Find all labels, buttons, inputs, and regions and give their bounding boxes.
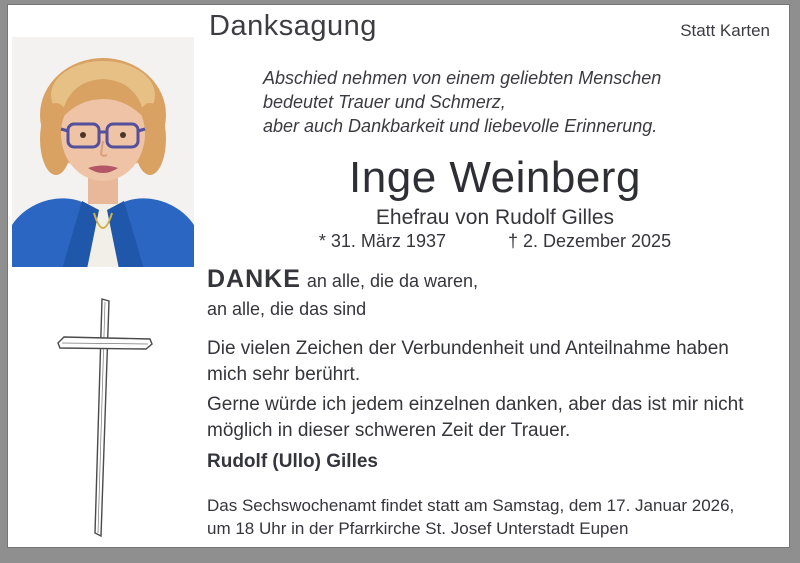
epigraph-line: Abschied nehmen von einem geliebten Menschen (263, 68, 662, 88)
death-date: † 2. Dezember 2025 (507, 231, 672, 251)
life-dates (220, 231, 770, 252)
portrait-photo (12, 37, 194, 267)
thanks-line2: an alle, die das sind (207, 299, 367, 319)
deceased-name: Inge Weinberg (349, 153, 641, 202)
thanks-rest: an alle, die da waren, (306, 271, 479, 291)
birth-date: * 31. März 1937 (318, 231, 446, 251)
statt-karten-note: Statt Karten (680, 21, 770, 40)
portrait-illustration (12, 37, 194, 267)
epigraph (263, 66, 661, 138)
announcement-line: Das Sechswochenamt findet statt am Samstag, dem 17. Januar 2026, (207, 496, 735, 515)
thanks-line (207, 265, 478, 294)
paragraph-line: Die vielen Zeichen der Verbundenheit und Anteilnahme haben (207, 338, 729, 359)
paragraph-line: möglich in dieser schweren Zeit der Trauer. (207, 420, 571, 441)
paragraph-line: mich sehr berührt. (207, 364, 361, 385)
epigraph-line: aber auch Dankbarkeit und liebevolle Erinnerung. (263, 116, 658, 136)
page-title: Danksagung (209, 10, 377, 42)
paragraph-line: Gerne würde ich jedem einzelnen danken, aber das ist mir nicht (207, 394, 744, 415)
signature: Rudolf (Ullo) Gilles (207, 451, 378, 472)
danke-word: DANKE (207, 265, 301, 293)
service-announcement (207, 494, 734, 540)
paragraph-thanks (207, 336, 729, 388)
announcement-line: um 18 Uhr in der Pfarrkirche St. Josef Unterstadt Eupen (207, 519, 629, 538)
deceased-relation: Ehefrau von Rudolf Gilles (375, 206, 615, 229)
memorial-cross-icon (55, 294, 155, 542)
paragraph-apology (207, 392, 744, 444)
epigraph-line: bedeutet Trauer und Schmerz, (263, 92, 506, 112)
